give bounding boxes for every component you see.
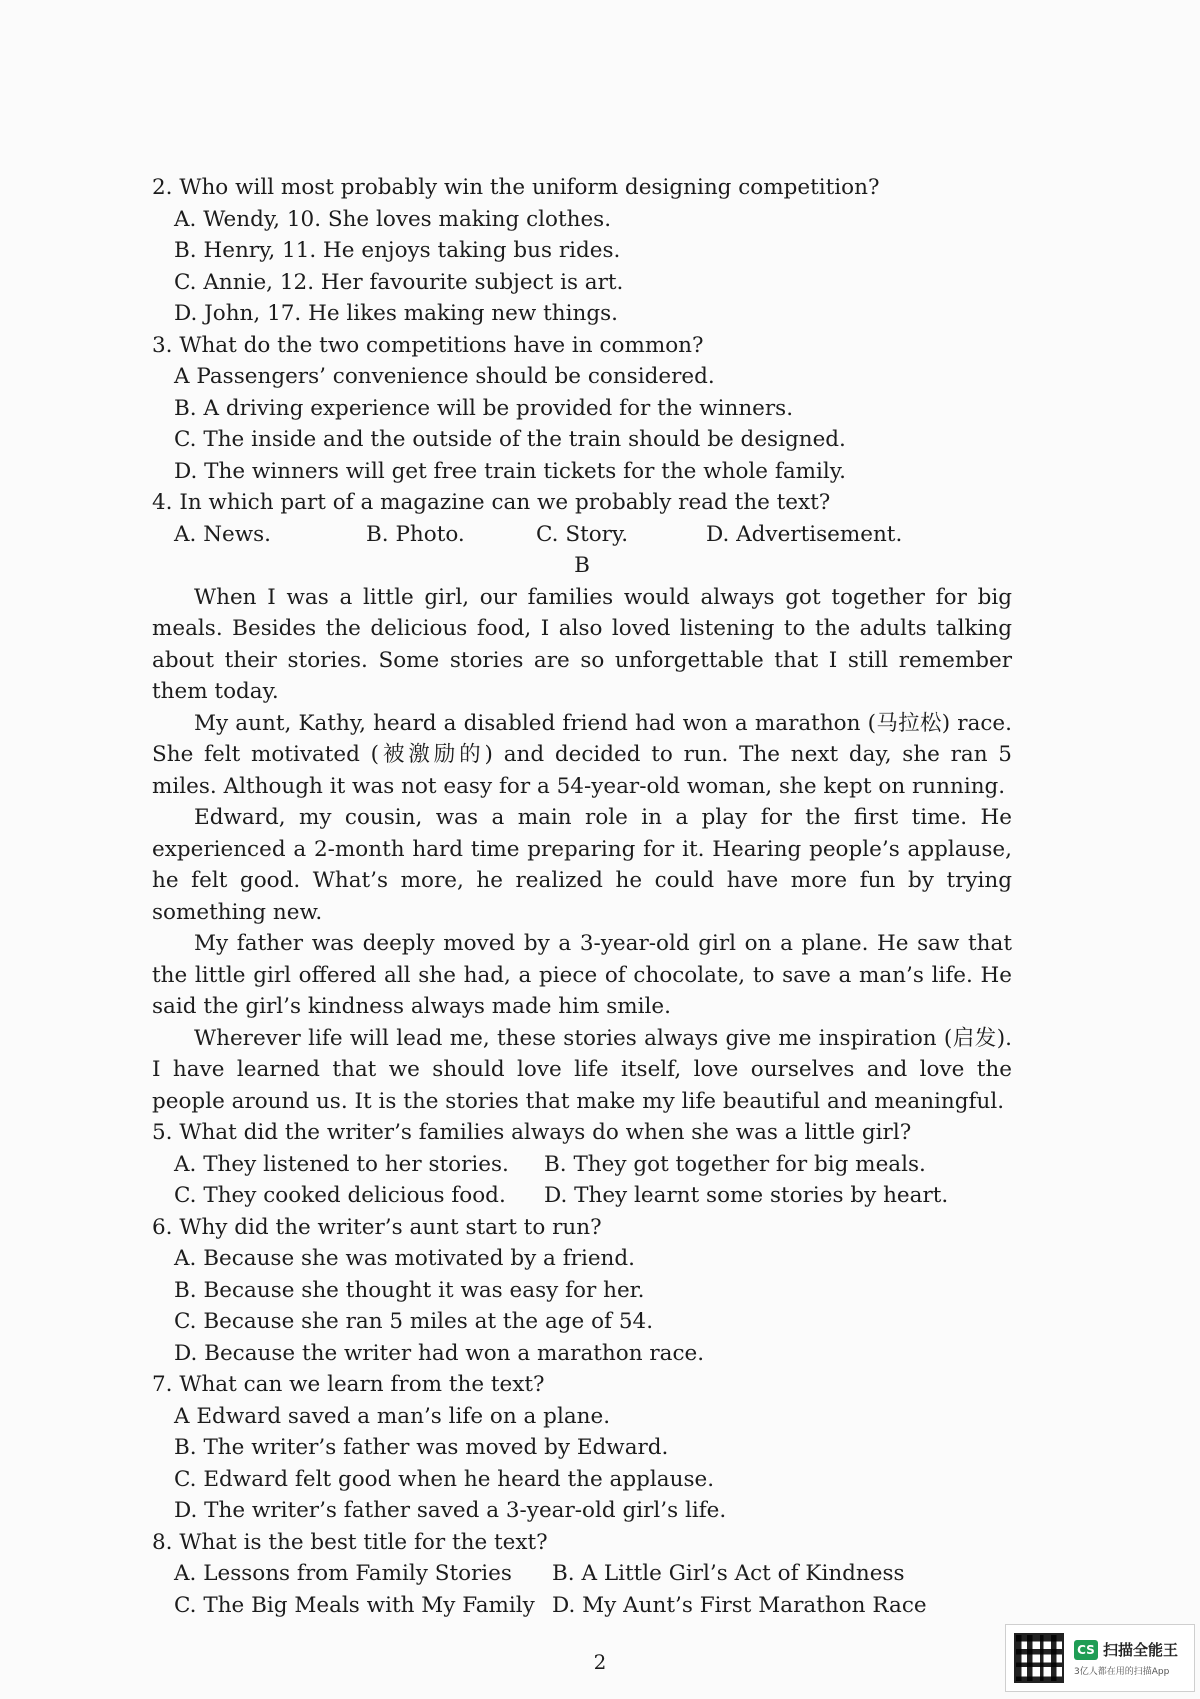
question-5-option-a: A. They listened to her stories. [174,1151,509,1177]
question-2-option-b: B. Henry, 11. He enjoys taking bus rides. [174,238,621,263]
question-8-option-c: C. The Big Meals with My Family [174,1592,535,1618]
question-4-option-b: B. Photo. [366,521,465,547]
scanner-badge-top [1074,1639,1178,1660]
question-2-option-c: C. Annie, 12. Her favourite subject is art. [174,269,624,295]
question-3-option-b: B. A driving experience will be provided for the winners. [174,395,794,421]
section-b-heading: B [574,553,590,578]
question-7-option-a: A Edward saved a man’s life on a plane. [174,1403,611,1429]
question-7-option-b: B. The writer’s father was moved by Edward. [174,1435,669,1460]
scanner-app-slogan: 3亿人都在用的扫描App [1074,1667,1170,1677]
question-2-option-a: A. Wendy, 10. She loves making clothes. [174,206,612,232]
question-3-option-a: A Passengers’ convenience should be considered. [174,364,715,389]
question-8-options-row-1 [174,1558,1012,1590]
question-5-option-b: B. They got together for big meals. [544,1151,926,1177]
question-8-option-b: B. A Little Girl’s Act of Kindness [552,1561,905,1586]
question-8-stem: 8. What is the best title for the text? [152,1529,548,1555]
question-2-stem: 2. Who will most probably win the uniform designing competition? [152,175,880,200]
question-8-option-d: D. My Aunt’s First Marathon Race [552,1592,927,1618]
question-4-option-c: C. Story. [536,521,629,547]
question-7-option-c: C. Edward felt good when he heard the applause. [174,1466,715,1492]
page-content [152,172,1012,1621]
passage-paragraph: Edward, my cousin, was a main role in a play for the first time. He experienced a 2-month hard time preparing for it. Hearing people’s applause, he felt good. What’s more, he realized he could have more fun by trying something new. [152,805,1012,925]
cs-logo-icon: CS [1074,1640,1098,1660]
question-6-option-b: B. Because she thought it was easy for her. [174,1277,645,1303]
question-7-stem: 7. What can we learn from the text? [152,1372,545,1397]
scanner-badge-text [1074,1639,1178,1677]
qr-code-icon [1014,1633,1064,1683]
scanner-app-name: 扫描全能王 [1103,1641,1179,1659]
question-2-option-d: D. John, 17. He likes making new things. [174,301,618,326]
question-4-stem: 4. In which part of a magazine can we probably read the text? [152,490,831,515]
question-5-options-row-1 [174,1149,1012,1181]
passage-paragraph: My father was deeply moved by a 3-year-old girl on a plane. He saw that the little girl offered all she had, a piece of chocolate, to save a man’s life. He said the girl’s kindness always made him smile. [152,931,1012,1019]
question-6-stem: 6. Why did the writer’s aunt start to run? [152,1214,602,1240]
page-number: 2 [593,1650,607,1674]
question-3-stem: 3. What do the two competitions have in common? [152,332,704,358]
scanner-watermark [1005,1624,1195,1692]
question-4-option-d: D. Advertisement. [706,521,903,547]
question-8-options-row-2 [174,1590,1012,1622]
question-5-stem: 5. What did the writer’s families always do when she was a little girl? [152,1120,912,1145]
question-3-option-c: C. The inside and the outside of the train should be designed. [174,427,846,452]
question-7-option-d: D. The writer’s father saved a 3-year-old girl’s life. [174,1498,727,1523]
question-3-option-d: D. The winners will get free train tickets for the whole family. [174,458,846,484]
question-5-option-c: C. They cooked delicious food. [174,1183,506,1208]
question-5-options-row-2 [174,1180,1012,1212]
passage-paragraph: Wherever life will lead me, these stories always give me inspiration (启发). I have learned that we should love life itself, love ourselves and love the people around us. It is the stories that make my life beautiful and meaningful. [152,1025,1012,1114]
question-6-option-c: C. Because she ran 5 miles at the age of 54. [174,1309,654,1334]
question-4-option-a: A. News. [174,521,272,547]
question-5-option-d: D. They learnt some stories by heart. [544,1183,949,1208]
question-6-option-d: D. Because the writer had won a marathon race. [174,1340,705,1366]
question-6-option-a: A. Because she was motivated by a friend. [174,1246,635,1271]
passage-paragraph: My aunt, Kathy, heard a disabled friend had won a marathon (马拉松) race. She felt motivated (被激励的) and decided to run. The next day, she ran 5 miles. Although it was not easy for a 54-year-old woman, she kept on running. [152,710,1012,799]
passage-paragraph: When I was a little girl, our families would always got together for big meals. Besides the delicious food, I also loved listening to the adults talking about their stories. Some stories are so unforgettable that I still remember them today. [152,584,1012,704]
question-4-options [174,519,1012,551]
question-8-option-a: A. Lessons from Family Stories [174,1561,512,1586]
